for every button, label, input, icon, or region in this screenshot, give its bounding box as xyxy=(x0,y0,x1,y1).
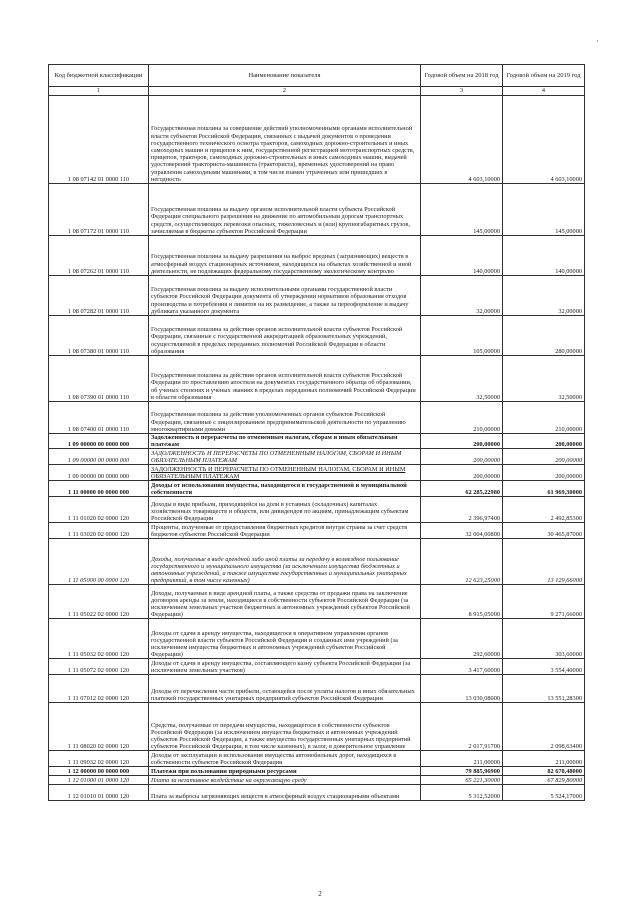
row-value-2018: 62 285,22980 xyxy=(421,481,503,497)
row-value-2019: 210,00000 xyxy=(503,402,585,434)
row-value-2018: 200,00000 xyxy=(421,465,503,481)
row-code: 1 11 07012 02 0000 120 xyxy=(49,675,149,703)
row-value-2019: 140,00000 xyxy=(503,236,585,276)
row-value-2018: 200,00000 xyxy=(421,434,503,449)
table-row xyxy=(49,523,585,539)
table-row xyxy=(49,356,585,402)
table-body xyxy=(49,96,585,801)
row-value-2019: 145,00000 xyxy=(503,184,585,236)
row-name: Доходы от использования имущества, находящегося в государственной и муниципальной собственности xyxy=(149,481,421,497)
row-value-2019: 2 492,85300 xyxy=(503,497,585,523)
row-code: 1 08 07400 01 0000 110 xyxy=(49,402,149,434)
row-name: Государственная пошлина за выдачу исполнительными органами государственной власти субъектов Российской Федерации документа об утверждении нормативов образования отходов производства и потребления и лимитов на их размещение, а также за переоформление и выдачу дубликата указанного документа xyxy=(149,276,421,316)
header-index-2: 2 xyxy=(149,87,421,96)
row-value-2019: 2 098,63400 xyxy=(503,703,585,751)
row-value-2019: 67 829,80000 xyxy=(503,776,585,785)
row-code: 1 09 00000 00 0000 000 xyxy=(49,449,149,465)
row-value-2018: 32,00000 xyxy=(421,276,503,316)
row-code: 1 08 07380 01 0000 110 xyxy=(49,316,149,356)
row-code: 1 11 05032 02 0000 120 xyxy=(49,619,149,659)
table-row xyxy=(49,276,585,316)
row-value-2019: 200,00000 xyxy=(503,465,585,481)
row-code: 1 11 08020 02 0000 120 xyxy=(49,703,149,751)
table-row xyxy=(49,776,585,785)
row-value-2018: 32,50000 xyxy=(421,356,503,402)
row-code: 1 08 07390 01 0000 110 xyxy=(49,356,149,402)
row-value-2018: 2 017,91700 xyxy=(421,703,503,751)
row-value-2019: 4 603,10000 xyxy=(503,96,585,184)
row-value-2019: 3 554,40000 xyxy=(503,659,585,675)
row-code: 1 12 00000 00 0000 000 xyxy=(49,767,149,776)
row-value-2018: 5 312,52000 xyxy=(421,785,503,801)
row-value-2018: 12 623,25000 xyxy=(421,539,503,585)
header-name: Наименование показателя xyxy=(149,65,421,87)
row-name: Платежи при пользовании природными ресурсами xyxy=(149,767,421,776)
row-name: Плата за негативное воздействие на окружающую среду xyxy=(149,776,421,785)
row-name: Задолженность и перерасчеты по отмененным налогам, сборам и иным обязательным платежам xyxy=(149,434,421,449)
row-value-2019: 61 969,30000 xyxy=(503,481,585,497)
page-number: 2 xyxy=(318,890,322,898)
row-name: Доходы, получаемые в виде арендной платы, а также средства от продажи права на заключение договоров аренды за земли, находящиеся в собственности субъектов Российской Федерации (за исключением земельных участков бюджетных и автономных учреждений субъектов Российской Федерации) xyxy=(149,585,421,619)
row-value-2019: 211,00000 xyxy=(503,751,585,767)
table-row xyxy=(49,785,585,801)
row-value-2018: 105,00000 xyxy=(421,316,503,356)
row-name: Доходы от сдачи в аренду имущества, находящегося в оперативном управлении органов государственной власти субъектов Российской Федерации и созданных ими учреждений (за исключением имущества бюджетных и автономных учреждений субъектов Российской Федерации) xyxy=(149,619,421,659)
table-row xyxy=(49,751,585,767)
table-row xyxy=(49,675,585,703)
row-value-2019: 82 670,48000 xyxy=(503,767,585,776)
table-header xyxy=(49,65,585,96)
row-value-2018: 8 915,05000 xyxy=(421,585,503,619)
table-row xyxy=(49,497,585,523)
header-index-1: 1 xyxy=(49,87,149,96)
row-value-2018: 211,00000 xyxy=(421,751,503,767)
table-row xyxy=(49,767,585,776)
row-value-2019: 9 271,66000 xyxy=(503,585,585,619)
row-value-2019: 200,00000 xyxy=(503,434,585,449)
table-row xyxy=(49,481,585,497)
row-code: 1 09 00000 00 0000 000 xyxy=(49,465,149,481)
row-name: Проценты, полученные от предоставления бюджетных кредитов внутри страны за счет средств бюджетов субъектов Российской Федерации xyxy=(149,523,421,539)
row-value-2018: 145,00000 xyxy=(421,184,503,236)
row-code: 1 08 07262 01 0000 110 xyxy=(49,236,149,276)
table-row xyxy=(49,585,585,619)
row-value-2018: 32 004,00800 xyxy=(421,523,503,539)
table-row xyxy=(49,465,585,481)
header-2018: Годовой объем на 2018 год xyxy=(421,65,503,87)
row-code: 1 11 01020 02 0000 120 xyxy=(49,497,149,523)
row-name: Плата за выбросы загрязняющих веществ в атмосферный воздух стационарными объектами xyxy=(149,785,421,801)
table-row xyxy=(49,402,585,434)
row-value-2018: 2 396,97400 xyxy=(421,497,503,523)
row-code: 1 09 00000 00 0000 000 xyxy=(49,434,149,449)
table-row xyxy=(49,96,585,184)
row-name: Доходы от сдачи в аренду имущества, составляющего казну субъекта Российской Федерации (за исключением земельных участков) xyxy=(149,659,421,675)
row-value-2019: 200,00000 xyxy=(503,449,585,465)
row-code: 1 11 05072 02 0000 120 xyxy=(49,659,149,675)
row-value-2019: 280,00000 xyxy=(503,316,585,356)
row-name: Государственная пошлина за действия органов исполнительной власти субъектов Российской Федерации по проставлению апостиля на документах государственного образца об образовании, об ученых степенях и ученых званиях в пределах переданных полномочий Российской Федерации в области образования xyxy=(149,356,421,402)
row-code: 1 11 05000 00 0000 120 xyxy=(49,539,149,585)
row-name: Государственная пошлина за действия уполномоченных органов субъектов Российской Федерации, связанные с лицензированием предпринимательской деятельности по управлению многоквартирными домами xyxy=(149,402,421,434)
table-row xyxy=(49,539,585,585)
row-name: Доходы от перечисления части прибыли, остающейся после уплаты налогов и иных обязательных платежей государственных унитарных предприятий субъектов Российской Федерации xyxy=(149,675,421,703)
row-value-2019: 32,00000 xyxy=(503,276,585,316)
row-name: Государственная пошлина за действия органов исполнительной власти субъектов Российской Федерации, связанные с государственной аккредитацией образовательных учреждений, осуществляемой в пределах переданных полномочий Российской Федерации в области образования xyxy=(149,316,421,356)
row-code: 1 08 07282 01 0000 110 xyxy=(49,276,149,316)
row-value-2018: 13 030,08000 xyxy=(421,675,503,703)
row-value-2019: 13 129,66000 xyxy=(503,539,585,585)
row-value-2018: 4 603,10000 xyxy=(421,96,503,184)
row-name: ЗАДОЛЖЕННОСТЬ И ПЕРЕРАСЧЕТЫ ПО ОТМЕНЕННЫМ НАЛОГАМ, СБОРАМ И ИНЫМ ОБЯЗАТЕЛЬНЫМ ПЛАТЕЖАМ xyxy=(149,465,421,481)
row-value-2019: 32,50000 xyxy=(503,356,585,402)
row-name: Государственная пошлина за совершение действий уполномоченными органами исполнительной власти субъектов Российской Федерации, связанных с выдачей документов о проведении государственного технического осмотра тракторов, самоходных дорожно-строительных и иных самоходных машин и прицепов к ним, государственной регистрацией мототранспортных средств, прицепов, тракторов, самоходных дорожно-строительных и иных самоходных машин, выдачей удостоверений тракториста-машиниста (тракториста), временных удостоверений на право управления самоходными машинами, в том числе взамен утраченных или пришедших в негодность xyxy=(149,96,421,184)
revenue-table xyxy=(48,64,585,801)
row-value-2019: 5 524,17000 xyxy=(503,785,585,801)
row-code: 1 11 09032 02 0000 120 xyxy=(49,751,149,767)
row-code: 1 08 07142 01 0000 110 xyxy=(49,96,149,184)
row-code: 1 11 05022 02 0000 120 xyxy=(49,585,149,619)
row-value-2018: 3 417,60000 xyxy=(421,659,503,675)
table-row xyxy=(49,703,585,751)
row-value-2018: 65 221,30000 xyxy=(421,776,503,785)
row-value-2019: 13 551,28300 xyxy=(503,675,585,703)
row-code: 1 12 01000 01 0000 120 xyxy=(49,776,149,785)
row-value-2018: 140,00000 xyxy=(421,236,503,276)
header-code: Код бюджетной классификации xyxy=(49,65,149,87)
row-name: Средства, получаемые от передачи имущества, находящегося в собственности субъектов Российской Федерации (за исключением имущества бюджетных и автономных учреждений субъектов Российской Федерации, а также имущества государственных унитарных предприятий субъектов Российской Федерации, в том числе казенных), в залог, в доверительное управление xyxy=(149,703,421,751)
header-2019: Годовой объем на 2019 год xyxy=(503,65,585,87)
table-row xyxy=(49,316,585,356)
row-code: 1 11 00000 00 0000 000 xyxy=(49,481,149,497)
table-row xyxy=(49,184,585,236)
row-code: 1 12 01010 01 0000 120 xyxy=(49,785,149,801)
table-row xyxy=(49,236,585,276)
header-index-4: 4 xyxy=(503,87,585,96)
table-row xyxy=(49,619,585,659)
row-value-2019: 303,60000 xyxy=(503,619,585,659)
header-index-3: 3 xyxy=(421,87,503,96)
table-row xyxy=(49,449,585,465)
row-name: Доходы, получаемые в виде арендной либо иной платы за передачу в возмездное пользование государственного и муниципального имущества (за исключением имущества бюджетных и автономных учреждений, а также имущества государственных и муниципальных унитарных предприятий, в том числе казенных) xyxy=(149,539,421,585)
row-value-2018: 200,00000 xyxy=(421,449,503,465)
row-code: 1 11 03020 02 0000 120 xyxy=(49,523,149,539)
table-row xyxy=(49,659,585,675)
row-name: Доходы от эксплуатации и использования имущества автомобильных дорог, находящихся в собственности субъектов Российской Федерации xyxy=(149,751,421,767)
row-value-2018: 292,60000 xyxy=(421,619,503,659)
row-code: 1 08 07172 01 0000 110 xyxy=(49,184,149,236)
row-value-2018: 210,00000 xyxy=(421,402,503,434)
table-row xyxy=(49,434,585,449)
row-value-2019: 30 465,87000 xyxy=(503,523,585,539)
corner-mark: · xyxy=(596,36,599,46)
row-name: ЗАДОЛЖЕННОСТЬ И ПЕРЕРАСЧЕТЫ ПО ОТМЕНЕННЫМ НАЛОГАМ, СБОРАМ И ИНЫМ ОБЯЗАТЕЛЬНЫМ ПЛАТЕЖАМ xyxy=(149,449,421,465)
row-value-2018: 79 885,96900 xyxy=(421,767,503,776)
row-name: Государственная пошлина за выдачу органом исполнительной власти субъекта Российской Федерации специального разрешения на движение по автомобильным дорогам транспортных средств, осуществляющих перевозки опасных, тяжеловесных и (или) крупногабаритных грузов, зачисляемая в бюджеты субъектов Российской Федерации xyxy=(149,184,421,236)
row-name: Доходы в виде прибыли, приходящейся на доли в уставных (складочных) капиталах хозяйственных товариществ и обществ, или дивидендов по акциям, принадлежащим субъектам Российской Федерации xyxy=(149,497,421,523)
row-name: Государственная пошлина за выдачу разрешения на выброс вредных (загрязняющих) веществ в атмосферный воздух стационарных источников, находящихся на объектах хозяйственной и иной деятельности, не подлежащих федеральному государственному экологическому контролю xyxy=(149,236,421,276)
